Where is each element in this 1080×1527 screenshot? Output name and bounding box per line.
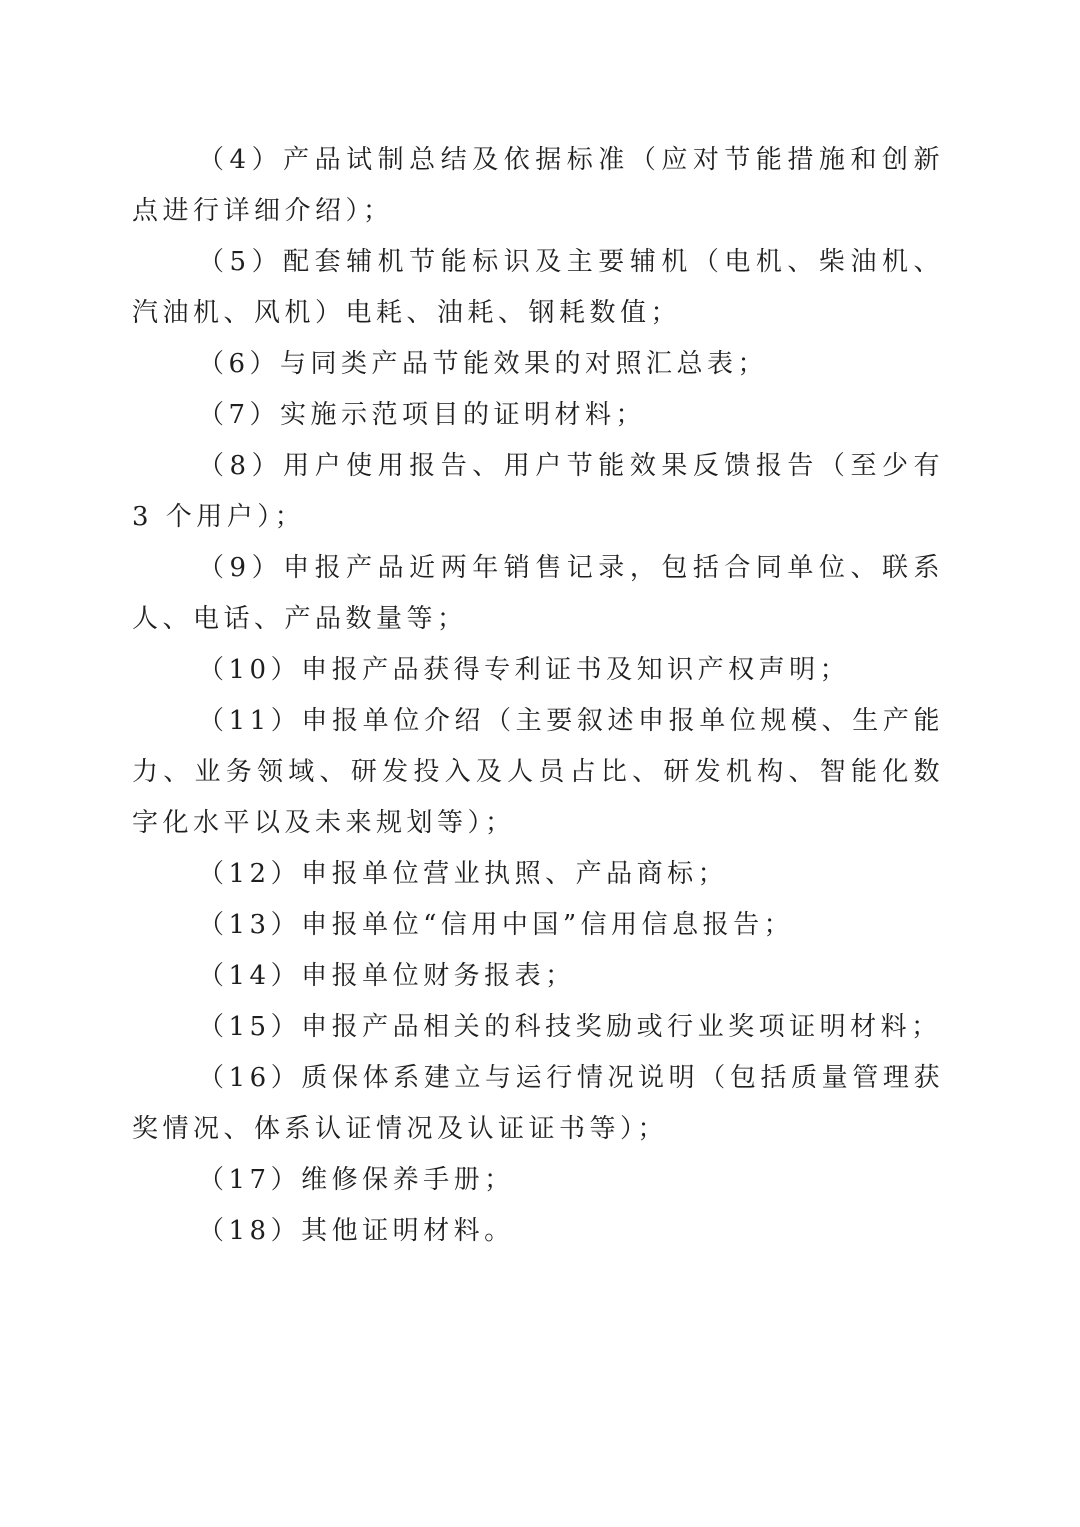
list-item-9: （9）申报产品近两年销售记录，包括合同单位、联系人、电话、产品数量等； — [132, 553, 944, 634]
list-item-4: （4）产品试制总结及依据标准（应对节能措施和创新点进行详细介绍）； — [132, 145, 944, 226]
document-body — [132, 135, 944, 1257]
list-item-14: （14）申报单位财务报表； — [198, 961, 576, 991]
list-item-7: （7）实施示范项目的证明材料； — [198, 400, 647, 430]
list-item-18: （18）其他证明材料。 — [198, 1216, 515, 1246]
list-item-17: （17）维修保养手册； — [198, 1165, 515, 1195]
list-item-11: （11）申报单位介绍（主要叙述申报单位规模、生产能力、业务领域、研发投入及人员占比、研发机构、智能化数字化水平以及未来规划等）； — [132, 706, 944, 838]
list-item-16: （16）质保体系建立与运行情况说明（包括质量管理获奖情况、体系认证情况及认证证书等）； — [132, 1063, 944, 1144]
list-item-8: （8）用户使用报告、用户节能效果反馈报告（至少有 3 个用户）； — [132, 451, 944, 532]
list-item-15: （15）申报产品相关的科技奖励或行业奖项证明材料； — [198, 1012, 942, 1042]
list-item-5: （5）配套辅机节能标识及主要辅机（电机、柴油机、汽油机、风机）电耗、油耗、钢耗数值； — [132, 247, 944, 328]
list-item-13: （13）申报单位“信用中国”信用信息报告； — [198, 910, 795, 940]
list-item-6: （6）与同类产品节能效果的对照汇总表； — [198, 349, 769, 379]
list-item-10: （10）申报产品获得专利证书及知识产权声明； — [198, 655, 851, 685]
list-item-12: （12）申报单位营业执照、产品商标； — [198, 859, 729, 889]
